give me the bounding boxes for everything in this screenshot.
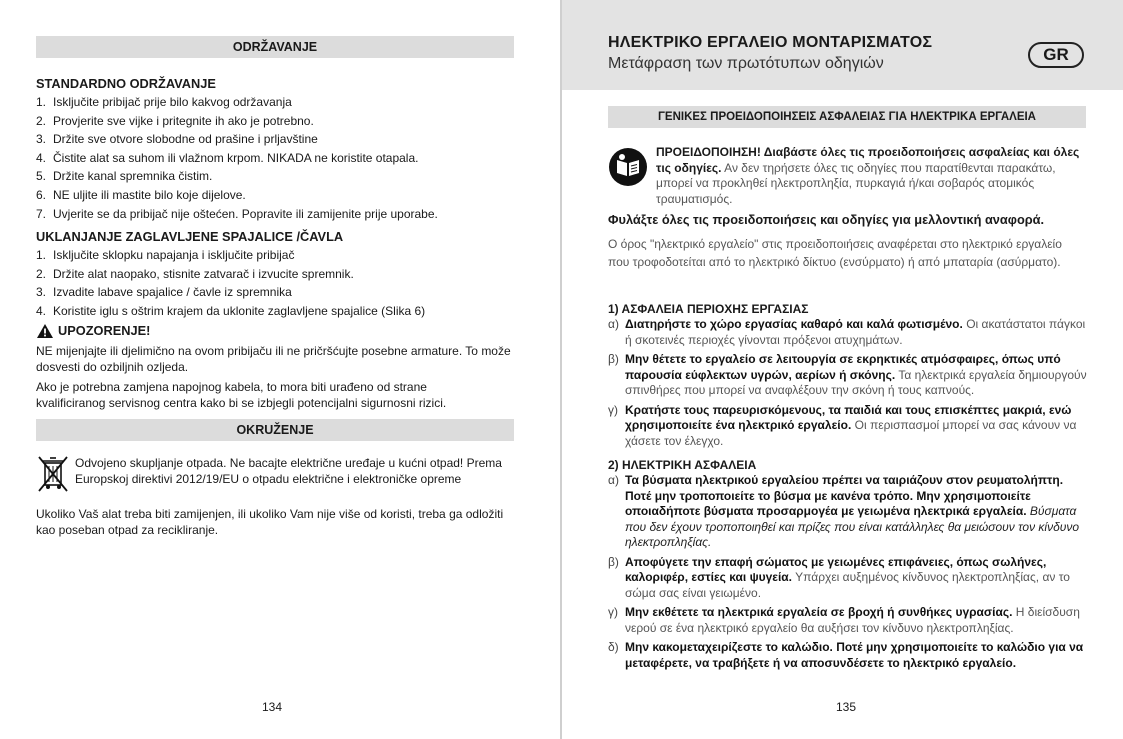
section-2-item <box>608 555 1088 602</box>
section-1-list <box>608 317 1088 453</box>
item-letter: γ) <box>608 402 618 417</box>
standard-maintenance-item <box>36 149 516 168</box>
standard-maintenance-item <box>36 93 516 112</box>
list-number: 1. <box>36 248 47 262</box>
section-1-item <box>608 403 1088 450</box>
jam-removal-item <box>36 246 516 265</box>
environment-paragraph-2: Ukoliko Vaš alat treba biti zamijenjen, ili ukoliko Vam nije više od koristi, treba ga odložiti kao poseban otpad za recikliranje. <box>36 507 504 537</box>
warning-paragraph-2: Ako je potrebna zamjena napojnog kabela, to mora biti urađeno od strane kvalificiranog servisnog centra kako bi se izbjegli potencijalni sigurnosni rizici. <box>36 380 447 410</box>
page-title: ΗΛΕΚΤΡΙΚΟ ΕΡΓΑΛΕΙΟ ΜΟΝΤΑΡΙΣΜΑΤΟΣ <box>608 34 933 51</box>
section-2-list <box>608 473 1088 675</box>
section-2-heading: 2) ΗΛΕΚΤΡΙΚΗ ΑΣΦΑΛΕΙΑ <box>608 458 757 472</box>
list-number: 5. <box>36 169 47 184</box>
list-text: Provjerite sve vijke i pritegnite ih ako je potrebno. <box>53 113 314 128</box>
jam-removal-item <box>36 302 516 321</box>
standard-maintenance-item <box>36 167 516 186</box>
list-text: Uvjerite se da pribijač nije oštećen. Popravite ili zamijenite prije uporabe. <box>53 206 438 221</box>
language-badge: GR <box>1028 42 1084 68</box>
right-page <box>562 0 1123 739</box>
warning-paragraph-1: NE mijenjajte ili djelimično na ovom pribijaču ili ne pričršćujte posebne armature. To može dosvesti do ozbiljnih ozljeda. <box>36 344 511 374</box>
list-text: Držite alat naopako, stisnite zatvarač i izvucite spremnik. <box>53 266 354 281</box>
safety-warning-text <box>656 145 1088 207</box>
item-bold-text: Μην εκθέτετε τα ηλεκτρικά εργαλεία σε βροχή ή συνθήκες υγρασίας. <box>625 605 1013 619</box>
standard-maintenance-item <box>36 130 516 149</box>
list-text: Isključite pribijač prije bilo kakvog održavanja <box>53 95 292 109</box>
power-tool-term-paragraph: Ο όρος "ηλεκτρικό εργαλείο" στις προειδοποιήσεις αναφέρεται στο ηλεκτρικό εργαλείο που τροφοδοτείται από το ηλεκτρικό δίκτυο (ενσύρματο) ή από μπαταρία (ασύρματο). <box>608 237 1062 269</box>
warning-label: UPOZORENJE! <box>58 323 151 338</box>
list-text: Držite kanal spremnika čistim. <box>53 169 213 184</box>
list-text: Čistite alat sa suhom ili vlažnom krpom. NIKADA ne koristite otapala. <box>53 150 419 165</box>
page-number-right: 135 <box>836 700 857 714</box>
list-number: 2. <box>36 113 47 128</box>
item-detail-text: Υπάρχει αυξημένος κίνδυνος ηλεκτροπληξίας, αν το σώμα σας είναι γειωμένο. <box>625 570 1070 600</box>
standard-maintenance-heading: STANDARDNO ODRŽAVANJE <box>36 76 216 91</box>
item-bold-text: Τα βύσματα ηλεκτρικού εργαλείου πρέπει να ταιριάζουν στον ρευματολήπτη. Ποτέ μην τροποποιείτε το βύσμα με κανένα τρόπο. Μην χρησιμοποιείτε οποιαδήποτε βύσματα προσαρμογέα με γειωμένα ηλεκτρικά εργαλεία. <box>625 473 1064 518</box>
section-1-heading: 1) ΑΣΦΑΛΕΙΑ ΠΕΡΙΟΧΗΣ ΕΡΓΑΣΙΑΣ <box>608 302 809 316</box>
warning-triangle-icon <box>36 323 54 339</box>
list-text: Držite sve otvore slobodne od prašine i prljavštine <box>53 132 318 147</box>
standard-maintenance-item <box>36 205 516 224</box>
maintenance-section-band: ODRŽAVANJE <box>36 36 514 58</box>
item-bold-text: Μην θέτετε το εργαλείο σε λειτουργία σε εκρηκτικές ατμόσφαιρες, όπως υπό παρουσία εύφλεκτων υγρών, αερίων ή σκόνης. <box>625 352 1061 382</box>
section-1-item <box>608 317 1088 348</box>
item-detail-text: Η διείσδυση νερού σε ένα ηλεκτρικό εργαλείο θα αυξήσει τον κίνδυνο ηλεκτροπληξίας. <box>625 605 1080 635</box>
jam-removal-item <box>36 283 516 302</box>
list-number: 3. <box>36 285 47 300</box>
list-number: 1. <box>36 95 47 109</box>
item-letter: γ) <box>608 605 618 619</box>
list-number: 4. <box>36 303 47 318</box>
jam-removal-heading: UKLANJANJE ZAGLAVLJENE SPAJALICE /ČAVLA <box>36 229 344 244</box>
list-number: 4. <box>36 150 47 165</box>
item-detail-text: Τα ηλεκτρικά εργαλεία δημιουργούν σπινθήρες που μπορεί να αναφλέξουν την σκόνη ή τους καπνούς. <box>625 367 1087 397</box>
list-number: 2. <box>36 266 47 281</box>
list-number: 6. <box>36 187 47 202</box>
list-text: Isključite sklopku napajanja i isključite pribijač <box>53 248 295 262</box>
jam-removal-item <box>36 265 516 284</box>
general-safety-band: ΓΕΝΙΚΕΣ ΠΡΟΕΙΔΟΠΟΙΗΣΕΙΣ ΑΣΦΑΛΕΙΑΣ ΓΙΑ ΗΛΕΚΤΡΙΚΑ ΕΡΓΑΛΕΙΑ <box>608 106 1086 128</box>
list-number: 7. <box>36 206 47 221</box>
item-detail-text: Οι ακατάστατοι πάγκοι ή σκοτεινές περιοχές γίνονται πρόξενοι ατυχημάτων. <box>625 317 1086 347</box>
weee-bin-icon <box>36 454 70 494</box>
item-bold-text: Μην κακομεταχειρίζεστε το καλώδιο. Ποτέ μην χρησιμοποιείτε το καλώδιο για να μεταφέρετε, να τραβήξετε ή να αποσυνδέσετε το ηλεκτρικό εργαλείο. <box>625 640 1084 670</box>
standard-maintenance-list <box>36 93 516 223</box>
item-bold-text: Κρατήστε τους παρευρισκόμενους, τα παιδιά και τους επισκέπτες μακριά, ενώ χρησιμοποιείτε ένα ηλεκτρικό εργαλείο. <box>625 402 1072 432</box>
list-text: Koristite iglu s oštrim krajem da uklonite zaglavljene spajalice (Slika 6) <box>53 303 426 318</box>
page-subtitle: Μετάφραση των πρωτότυπων οδηγιών <box>608 55 884 72</box>
left-page <box>0 0 560 739</box>
item-letter: β) <box>608 352 619 366</box>
item-bold-text: Διατηρήστε το χώρο εργασίας καθαρό και καλά φωτισμένο. <box>625 317 963 331</box>
item-letter: δ) <box>608 640 619 654</box>
item-letter: β) <box>608 554 619 569</box>
list-text: NE uljite ili mastite bilo koje dijelove. <box>53 187 246 202</box>
page-number-left: 134 <box>262 700 283 714</box>
environment-section-band: OKRUŽENJE <box>36 419 514 441</box>
standard-maintenance-item <box>36 186 516 205</box>
item-bold-text: Αποφύγετε την επαφή σώματος με γειωμένες επιφάνειες, όπως σωλήνες, καλοριφέρ, εστίες και ψυγεία. <box>625 554 1047 584</box>
section-1-item <box>608 352 1088 399</box>
section-2-item <box>608 473 1088 551</box>
item-detail-text: Οι περισπασμοί μπορεί να σας κάνουν να χάσετε τον έλεγχο. <box>625 418 1077 448</box>
warning-heading <box>36 323 516 339</box>
section-2-item <box>608 640 1088 671</box>
item-letter: α) <box>608 317 619 331</box>
safety-warning-detail: Αν δεν τηρήσετε όλες τις οδηγίες που παρατίθενται παρακάτω, μπορεί να προκληθεί ηλεκτροπληξία, πυρκαγιά ή/και σοβαρός ατομικός τραυματισμός. <box>656 160 1056 206</box>
environment-text: Odvojeno skupljanje otpada. Ne bacajte električne uređaje u kućni otpad! Prema Europskoj direktivi 2012/19/EU o otpadu električne i elektroničke opreme <box>75 456 502 486</box>
item-italic-text: Βύσματα που δεν έχουν τροποποιηθεί και πρίζες που είναι κατάλληλες θα μειώσουν τον κίνδυνο ηλεκτροπληξίας. <box>625 504 1080 549</box>
keep-instructions-heading: Φυλάξτε όλες τις προειδοποιήσεις και οδηγίες για μελλοντική αναφορά. <box>608 212 1045 227</box>
jam-removal-list <box>36 246 516 320</box>
list-text: Izvadite labave spajalice / čavle iz spremnika <box>53 285 292 300</box>
read-manual-icon <box>608 147 648 187</box>
safety-warning-bold: ΠΡΟΕΙΔΟΠΟΙΗΣΗ! Διαβάστε όλες τις προειδοποιήσεις ασφαλείας και όλες τις οδηγίες. <box>656 145 1080 175</box>
item-letter: α) <box>608 473 619 487</box>
section-2-item <box>608 605 1088 636</box>
standard-maintenance-item <box>36 112 516 131</box>
list-number: 3. <box>36 132 47 147</box>
